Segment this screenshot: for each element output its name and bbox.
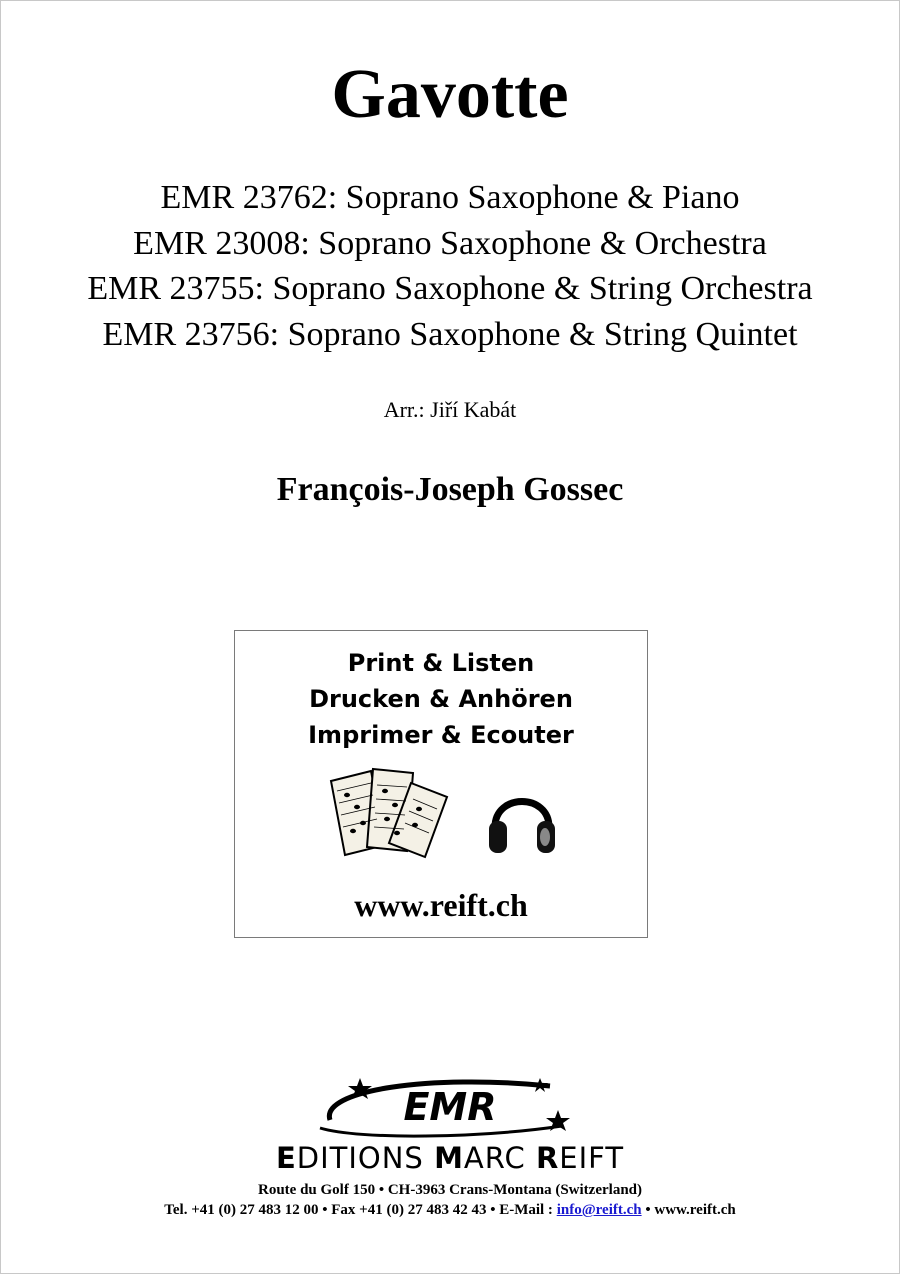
arranger: Arr.: Jiří Kabát — [383, 397, 517, 422]
contact-website[interactable]: • www.reift.ch — [641, 1202, 736, 1218]
edition-item: EMR 23756: Soprano Saxophone & String Quintet — [102, 315, 798, 353]
promo-lines — [235, 645, 647, 753]
promo-line: Imprimer & Ecouter — [308, 721, 574, 749]
publisher-contact — [0, 1200, 900, 1220]
edition-list — [0, 175, 900, 357]
emr-logo — [300, 1072, 600, 1144]
sheet-music-icon — [327, 767, 455, 859]
page-title: Gavotte — [331, 56, 569, 133]
promo-url[interactable]: www.reift.ch — [354, 887, 528, 923]
emr-logo-text: EMR — [403, 1085, 497, 1129]
contact-phone-fax: Tel. +41 (0) 27 483 12 00 • Fax +41 (0) 27 483 42 43 • E-Mail : — [164, 1202, 557, 1218]
print-listen-box[interactable] — [234, 630, 648, 938]
headphones-icon — [487, 783, 557, 859]
publisher-name-part: ARC — [463, 1141, 536, 1175]
publisher-name-part: EIFT — [559, 1141, 625, 1175]
edition-item: EMR 23762: Soprano Saxophone & Piano — [160, 179, 740, 216]
publisher-name-part: R — [535, 1141, 560, 1175]
publisher-name-part: M — [434, 1141, 464, 1175]
email-link[interactable]: info@reift.ch — [556, 1202, 642, 1218]
publisher-address: Route du Golf 150 • CH-3963 Crans-Montana (Switzerland) — [258, 1182, 642, 1198]
promo-line: Print & Listen — [347, 649, 535, 677]
promo-line: Drucken & Anhören — [309, 685, 573, 713]
edition-item: EMR 23008: Soprano Saxophone & Orchestra — [133, 224, 767, 262]
publisher-name — [0, 1141, 900, 1175]
publisher-name-part: DITIONS — [296, 1141, 435, 1175]
composer: François-Joseph Gossec — [276, 471, 624, 508]
edition-item: EMR 23755: Soprano Saxophone & String Orchestra — [87, 270, 813, 307]
publisher-name-part: E — [275, 1141, 297, 1175]
